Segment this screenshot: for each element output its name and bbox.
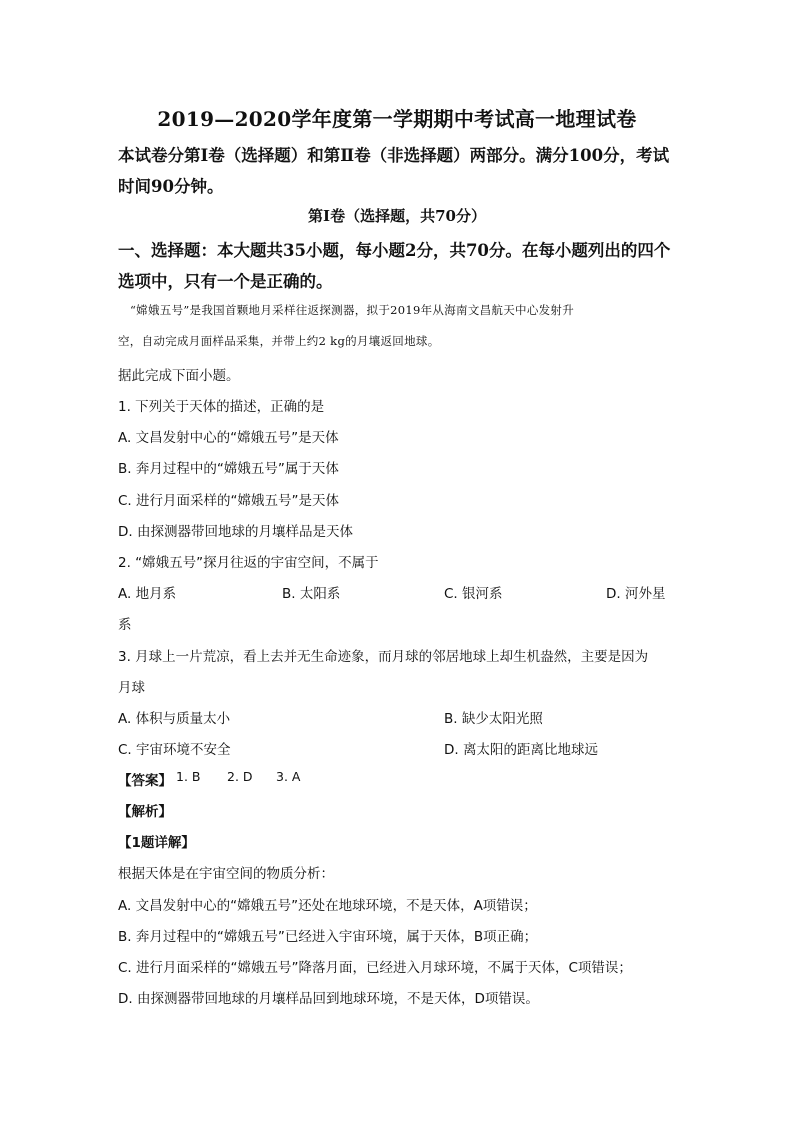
- intro-line-1: 本试卷分第Ⅰ卷（选择题）和第Ⅱ卷（非选择题）两部分。满分100分，考试: [118, 146, 670, 165]
- question-1-stem: 1. 下列关于天体的描述，正确的是: [118, 399, 325, 415]
- question-2-option-d: D. 河外星: [606, 586, 666, 602]
- section-header: 第Ⅰ卷（选择题，共70分）: [308, 207, 486, 225]
- question-2-option-b: B. 太阳系: [282, 586, 341, 602]
- question-1-option-d: D. 由探测器带回地球的月壤样品是天体: [118, 524, 353, 540]
- passage-line-2: 空，自动完成月面样品采集，并带上约2 kg的月壤返回地球。: [118, 334, 440, 348]
- question-1-option-c: C. 进行月面采样的“嫦娥五号”是天体: [118, 493, 339, 509]
- part-one-line-1: 一、选择题：本大题共35小题，每小题2分，共70分。在每小题列出的四个: [118, 241, 671, 260]
- analysis-line-d: D. 由探测器带回地球的月壤样品回到地球环境，不是天体，D项错误。: [118, 991, 539, 1007]
- question-1-option-b: B. 奔月过程中的“嫦娥五号”属于天体: [118, 461, 339, 477]
- answer-item-2: 2. D: [227, 769, 253, 784]
- question-3-option-c: C. 宇宙环境不安全: [118, 742, 231, 758]
- question-3-option-d: D. 离太阳的距离比地球远: [444, 742, 598, 758]
- question-2-option-a: A. 地月系: [118, 586, 177, 602]
- analysis-line-b: B. 奔月过程中的“嫦娥五号”已经进入宇宙环境，属于天体，B项正确；: [118, 929, 538, 945]
- question-3-stem-line-2: 月球: [118, 680, 145, 696]
- answer-label: 【答案】: [118, 773, 172, 789]
- answer-item-1: 1. B: [176, 769, 201, 784]
- exam-title: 2019—2020学年度第一学期期中考试高一地理试卷: [157, 107, 637, 131]
- analysis-label: 【解析】: [118, 804, 172, 820]
- question-3-option-b: B. 缺少太阳光照: [444, 711, 543, 727]
- question-2-option-c: C. 银河系: [444, 586, 503, 602]
- question-3-stem-line-1: 3. 月球上一片荒凉，看上去并无生命迹象，而月球的邻居地球上却生机盎然，主要是因为: [118, 649, 649, 665]
- analysis-line-a: A. 文昌发射中心的“嫦娥五号”还处在地球环境，不是天体，A项错误；: [118, 898, 537, 914]
- instruction-text: 据此完成下面小题。: [118, 368, 240, 384]
- detail-label: 【1题详解】: [118, 835, 195, 851]
- passage-line-1: “嫦娥五号”是我国首颗地月采样往返探测器，拟于2019年从海南文昌航天中心发射升: [130, 303, 575, 317]
- analysis-line-c: C. 进行月面采样的“嫦娥五号”降落月面，已经进入月球环境，不属于天体，C项错误；: [118, 960, 632, 976]
- question-2-stem: 2. “嫦娥五号”探月往返的宇宙空间，不属于: [118, 555, 379, 571]
- question-1-option-a: A. 文昌发射中心的“嫦娥五号”是天体: [118, 430, 339, 446]
- part-one-line-2: 选项中，只有一个是正确的。: [118, 272, 333, 291]
- answer-item-3: 3. A: [276, 769, 301, 784]
- intro-line-2: 时间90分钟。: [118, 177, 224, 196]
- question-2-option-d-wrap: 系: [118, 617, 132, 633]
- question-3-option-a: A. 体积与质量太小: [118, 711, 231, 727]
- analysis-intro: 根据天体是在宇宙空间的物质分析：: [118, 866, 334, 882]
